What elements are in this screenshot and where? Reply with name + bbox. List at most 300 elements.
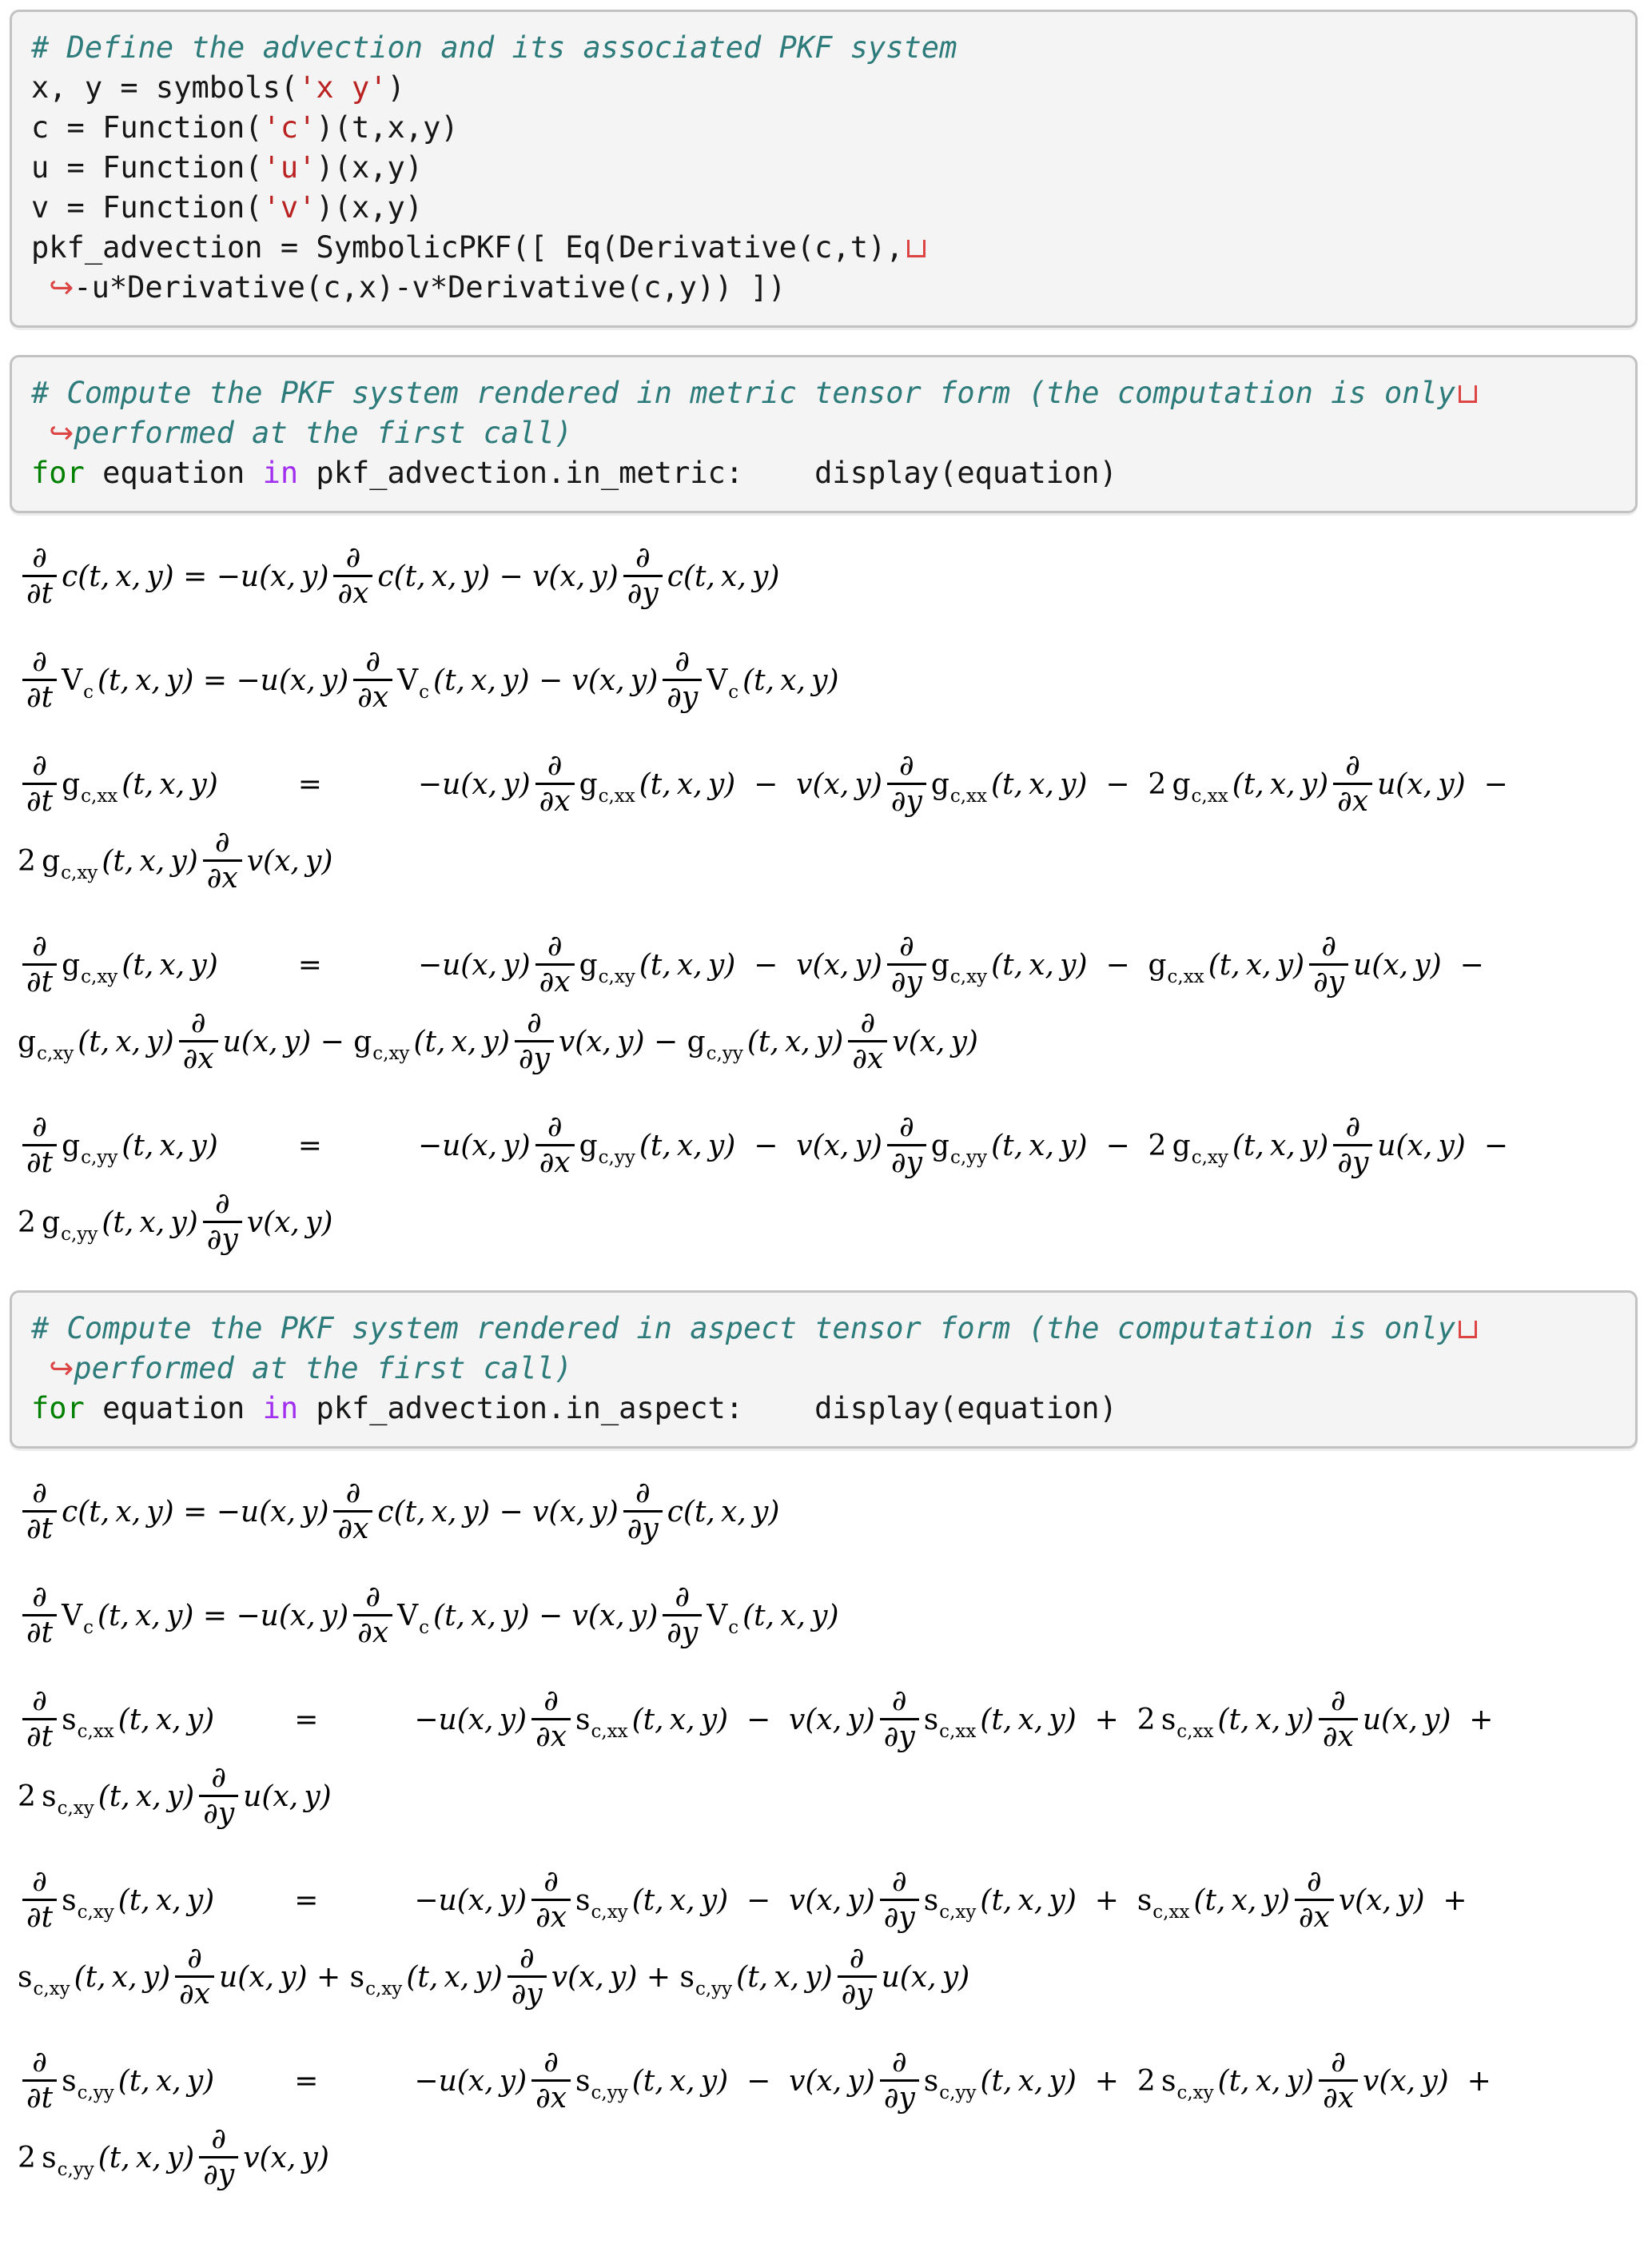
alignment-gap [214,2081,294,2082]
subscripted-symbol [18,1960,70,1999]
symbol-subscript: c,xx [81,785,118,807]
partial-derivative-fraction [22,1582,57,1649]
math-text: (t, x, y) [631,1883,729,1917]
subscripted-symbol [18,1025,74,1064]
subscripted-symbol [42,1206,98,1245]
partial-derivative-fraction [22,1867,57,1934]
partial-derivative-fraction [179,1008,218,1075]
symbol-subscript: c,yy [695,1978,733,1999]
partial-derivative-fraction [535,1112,575,1179]
math-text: (t, x, y) [117,1703,215,1736]
math-text: (t, x, y) − v(x, y) [433,664,659,697]
math-text: v(x, y) [796,948,882,982]
fraction-denominator: ∂y [199,1795,238,1830]
partial-derivative-fraction [887,931,926,998]
fraction-numerator: ∂ [32,1684,47,1718]
symbol-base: g [1148,948,1167,982]
math-text: − [1465,1129,1508,1162]
math-text: − [1087,767,1148,801]
math-text: v(x, y) [789,1703,875,1736]
symbol-base: g [42,1206,61,1239]
math-text: − [735,948,797,982]
math-text: (t, x, y) = −u(x, y) [97,1599,349,1632]
code-token-pln: )(t,x,y) [316,110,459,145]
fraction-denominator: ∂y [887,963,926,998]
code-token-ow: in [262,456,299,490]
math-text: + [1448,2064,1491,2098]
equation-line [18,1186,1641,1258]
math-text: + [1076,2064,1137,2098]
math-text: u(x, y) [243,1780,332,1813]
math-text: (t, x, y) [102,1206,198,1239]
code-token-com: performed at the first call) [74,1351,573,1385]
math-text: u(x, y) + [219,1960,350,1994]
fraction-numerator: ∂ [543,1684,559,1718]
space-marker-icon [907,240,926,257]
code-token-pln [31,270,49,305]
math-text: (t, x, y) [980,2064,1077,2098]
fraction-denominator: ∂y [880,2079,919,2115]
math-text: (t, x, y) [991,948,1088,982]
equation [18,644,1641,716]
partial-derivative-fraction [203,1189,242,1256]
partial-derivative-fraction [508,1943,547,2011]
fraction-denominator: ∂x [848,1040,887,1075]
code-token-pln: -u*Derivative(c,x)-v*Derivative(c,y)) ]) [74,270,786,305]
fraction-numerator: ∂ [635,541,651,575]
symbol-base: V [707,664,728,697]
math-text: c(t, x, y) − v(x, y) [377,560,619,593]
subscripted-symbol [353,1025,410,1064]
subscripted-symbol [1136,1883,1190,1923]
code-token-pln: ) [387,70,405,105]
fraction-numerator: ∂ [899,1110,914,1144]
subscripted-symbol [687,1025,743,1064]
math-text: (t, x, y) [121,948,218,982]
partial-derivative-fraction [1319,2047,1358,2115]
fraction-numerator: ∂ [1331,2046,1346,2079]
equation-line [18,929,1641,1001]
math-text: (t, x, y) [742,1599,839,1632]
partial-derivative-fraction [880,1867,919,1934]
code-line [31,148,1616,188]
fraction-denominator: ∂x [1319,1718,1358,1753]
fraction-denominator: ∂y [880,1718,919,1753]
notebook-page [10,10,1641,2194]
symbol-subscript: c,xx [1191,785,1228,807]
partial-derivative-fraction [663,1582,702,1649]
math-text: u(x, y) − [222,1025,354,1058]
partial-derivative-fraction [22,543,57,610]
symbol-subscript: c,xx [598,785,635,807]
equation [18,540,1641,612]
equation [18,1684,1641,1832]
subscripted-symbol [575,2064,628,2103]
math-text: = [294,1703,319,1736]
symbol-base: s [679,1960,695,1994]
fraction-numerator: ∂ [543,2046,559,2079]
symbol-base: s [349,1960,365,1994]
symbol-subscript: c,xy [365,1978,403,1999]
symbol-base: s [18,1960,33,1994]
subscripted-symbol [579,1129,635,1168]
alignment-gap [322,784,418,785]
symbol-base: g [930,948,949,982]
math-text: − [728,1703,790,1736]
math-text: (t, x, y) [991,767,1088,801]
symbol-subscript: c,xx [949,785,987,807]
subscripted-symbol [42,2141,94,2180]
subscripted-symbol [923,1703,977,1742]
math-text: (t, x, y) [121,767,218,801]
code-line [31,268,1616,308]
partial-derivative-fraction [880,1686,919,1753]
math-text: v(x, y) − [558,1025,687,1058]
math-text: + [1076,1703,1137,1736]
math-text: (t, x, y) [117,1883,215,1917]
symbol-base: g [62,948,81,982]
subscripted-symbol [1172,1129,1228,1168]
partial-derivative-fraction [663,647,702,714]
subscripted-symbol [930,948,988,987]
math-text: − [735,1129,797,1162]
symbol-subscript: c,xx [1167,966,1204,987]
subscripted-symbol [575,1883,628,1923]
math-text: −u(x, y) [417,767,531,801]
subscripted-symbol [575,1703,628,1742]
math-text: (t, x, y) [1208,948,1305,982]
math-text: (t, x, y) [406,1960,503,1994]
subscripted-symbol [349,1960,403,1999]
code-token-pln: )(x,y) [316,190,424,225]
space-marker-icon [1459,385,1477,403]
code-line [31,108,1616,148]
code-line [31,1389,1616,1429]
math-roman-text: 2 [18,1206,42,1239]
symbol-subscript: c,xy [61,862,98,883]
wrap-arrow-icon: ↪ [49,1351,74,1385]
code-line [31,188,1616,228]
fraction-numerator: ∂ [1321,930,1336,963]
alignment-gap [322,965,418,966]
subscripted-symbol [62,664,94,703]
code-token-pln: pkf_advection.in_metric: display(equation) [298,456,1117,490]
partial-derivative-fraction [22,1112,57,1179]
subscripted-symbol [42,1780,94,1819]
fraction-numerator: ∂ [187,1942,202,1975]
fraction-denominator: ∂y [203,1221,242,1256]
symbol-base: s [575,2064,591,2098]
symbol-base: s [1136,1883,1152,1917]
fraction-denominator: ∂x [531,1899,571,1934]
partial-derivative-fraction [1309,931,1348,998]
partial-derivative-fraction [531,1867,571,1934]
math-text: = [297,948,322,982]
metric-equations [18,540,1641,1258]
math-text: v(x, y) [1338,1883,1425,1917]
equation-line [18,2045,1641,2117]
aspect-equations [18,1476,1641,2194]
fraction-numerator: ∂ [849,1942,865,1975]
math-text: (t, x, y) [121,1129,218,1162]
symbol-subscript: c,xy [598,966,635,987]
math-roman-text: 2 [18,1780,42,1813]
subscripted-symbol [579,948,635,987]
space-marker-icon [1459,1321,1477,1338]
code-line [31,413,1616,453]
wrap-arrow-icon: ↪ [49,416,74,450]
fraction-denominator: ∂t [22,783,57,818]
partial-derivative-fraction [203,827,242,895]
fraction-denominator: ∂y [663,679,702,714]
alignment-gap [218,965,298,966]
symbol-subscript: c [83,681,94,703]
math-text: u(x, y) [1377,767,1466,801]
code-token-str: 'u' [262,150,316,185]
fraction-denominator: ∂y [1309,963,1348,998]
code-token-str: 'x y' [298,70,388,105]
equation [18,1110,1641,1258]
code-line [31,68,1616,108]
symbol-subscript: c,yy [591,2082,628,2103]
symbol-subscript: c,xx [77,1720,114,1742]
math-text: v(x, y) [246,1206,333,1239]
math-text: (t, x, y) [1232,767,1329,801]
math-text: (t, x, y) − v(x, y) [433,1599,659,1632]
fraction-denominator: ∂x [1333,783,1372,818]
fraction-numerator: ∂ [547,749,563,783]
partial-derivative-fraction [1295,1867,1334,1934]
partial-derivative-fraction [887,751,926,818]
symbol-subscript: c,xy [939,1901,977,1923]
symbol-base: g [353,1025,372,1058]
math-text: − [1087,948,1148,982]
symbol-subscript: c [728,681,739,703]
code-line [31,373,1616,413]
code-line [31,1349,1616,1389]
math-text: v(x, y) [796,1129,882,1162]
symbol-base: g [42,844,61,878]
partial-derivative-fraction [333,543,372,610]
code-token-str: 'c' [262,110,316,145]
equation [18,2045,1641,2194]
symbol-base: s [42,2141,57,2174]
fraction-numerator: ∂ [32,1580,47,1614]
symbol-base: g [687,1025,706,1058]
wrap-arrow-icon: ↪ [49,270,74,305]
fraction-numerator: ∂ [32,645,47,679]
partial-derivative-fraction [353,647,392,714]
math-text: + [1424,1883,1467,1917]
partial-derivative-fraction [22,2047,57,2115]
fraction-denominator: ∂y [880,1899,919,1934]
symbol-base: s [575,1703,591,1736]
math-text: (t, x, y) [1217,2064,1315,2098]
equation [18,1476,1641,1548]
symbol-base: V [62,1599,83,1632]
fraction-numerator: ∂ [860,1006,876,1040]
symbol-base: V [62,664,83,697]
symbol-subscript: c,xx [1176,1720,1214,1742]
fraction-denominator: ∂x [531,1718,571,1753]
math-text: v(x, y) [243,2141,329,2174]
fraction-numerator: ∂ [365,645,380,679]
fraction-denominator: ∂x [353,679,392,714]
symbol-base: s [62,2064,77,2098]
partial-derivative-fraction [1319,1686,1358,1753]
fraction-numerator: ∂ [190,1006,206,1040]
subscripted-symbol [62,767,118,807]
partial-derivative-fraction [515,1008,554,1075]
fraction-denominator: ∂x [333,1510,372,1545]
math-text: (t, x, y) [1217,1703,1314,1736]
code-token-pln: equation [84,1391,263,1425]
equation [18,1864,1641,2013]
fraction-denominator: ∂t [22,2079,57,2115]
subscripted-symbol [930,767,987,807]
partial-derivative-fraction [199,1763,238,1830]
subscripted-symbol [62,1129,118,1168]
fraction-denominator: ∂y [515,1040,554,1075]
code-token-pln: equation [84,456,263,490]
math-text: − [735,767,797,801]
equation-line [18,1864,1641,1936]
code-token-pln: pkf_advection.in_aspect: display(equation) [298,1391,1117,1425]
code-token-pln [31,416,49,450]
symbol-subscript: c,yy [598,1146,635,1168]
code-token-str: 'v' [262,190,316,225]
partial-derivative-fraction [1333,1112,1372,1179]
math-text: −u(x, y) [417,1129,531,1162]
fraction-numerator: ∂ [527,1006,542,1040]
math-text: − [1087,1129,1148,1162]
code-cell-compute-metric [10,355,1638,513]
fraction-denominator: ∂t [22,1718,57,1753]
fraction-numerator: ∂ [211,2122,227,2156]
symbol-subscript: c,yy [61,1223,98,1245]
subscripted-symbol [42,844,98,883]
math-text: (t, x, y) [98,2141,195,2174]
fraction-denominator: ∂x [531,2079,571,2115]
subscripted-symbol [62,1883,114,1923]
math-text: (t, x, y) [102,844,198,878]
fraction-denominator: ∂x [1295,1899,1334,1934]
subscripted-symbol [1160,1703,1214,1742]
fraction-numerator: ∂ [32,1477,47,1510]
math-text: − [728,2064,790,2098]
math-text: (t, x, y) [98,1780,195,1813]
fraction-denominator: ∂x [535,783,575,818]
fraction-numerator: ∂ [547,1110,563,1144]
fraction-numerator: ∂ [1331,1684,1346,1718]
equation [18,748,1641,897]
fraction-numerator: ∂ [675,645,691,679]
partial-derivative-fraction [353,1582,392,1649]
symbol-base: g [930,1129,949,1162]
fraction-numerator: ∂ [32,541,47,575]
symbol-subscript: c,xy [372,1042,410,1064]
symbol-subscript: c,yy [81,1146,118,1168]
symbol-base: V [707,1599,728,1632]
math-text: (t, x, y) [413,1025,510,1058]
equation [18,929,1641,1078]
symbol-subscript: c [83,1616,94,1638]
subscripted-symbol [62,1703,114,1742]
subscripted-symbol [397,664,430,703]
fraction-numerator: ∂ [32,1110,47,1144]
subscripted-symbol [1160,2064,1214,2103]
symbol-base: s [1160,1703,1176,1736]
fraction-denominator: ∂x [535,1144,575,1179]
symbol-base: s [62,1703,77,1736]
fraction-numerator: ∂ [32,2046,47,2079]
fraction-numerator: ∂ [635,1477,651,1510]
equation-line [18,1110,1641,1182]
subscripted-symbol [707,664,739,703]
symbol-subscript: c,xy [81,966,118,987]
code-token-com: # Compute the PKF system rendered in metric tensor form (the computation is only [31,376,1456,410]
symbol-base: s [42,1780,57,1813]
fraction-numerator: ∂ [1345,749,1360,783]
fraction-denominator: ∂y [838,1975,877,2011]
math-text: − [728,1883,790,1917]
math-text: − [1465,767,1508,801]
math-text: (t, x, y) [639,767,736,801]
subscripted-symbol [679,1960,733,1999]
math-text: c(t, x, y) − v(x, y) [377,1495,619,1529]
equation-line [18,1476,1641,1548]
fraction-numerator: ∂ [32,749,47,783]
symbol-subscript: c,xy [1176,2082,1214,2103]
code-token-com: # Compute the PKF system rendered in aspect tensor form (the computation is only [31,1311,1456,1345]
math-text: (t, x, y) = −u(x, y) [97,664,349,697]
partial-derivative-fraction [531,2047,571,2115]
symbol-base: s [923,1703,939,1736]
subscripted-symbol [397,1599,430,1638]
fraction-numerator: ∂ [891,2046,907,2079]
symbol-base: g [62,767,81,801]
code-token-com: # Define the advection and its associated PKF system [31,30,957,65]
partial-derivative-fraction [623,1478,663,1545]
fraction-numerator: ∂ [899,930,914,963]
math-text: v(x, y) [789,1883,875,1917]
symbol-base: s [62,1883,77,1917]
partial-derivative-fraction [333,1478,372,1545]
code-cell-define-advection [10,10,1638,328]
code-line [31,1309,1616,1349]
symbol-subscript: c [728,1616,739,1638]
code-token-kw: for [31,1391,85,1425]
fraction-numerator: ∂ [1307,1865,1322,1899]
math-roman-text: 2 [1136,2064,1161,2098]
math-text: + [1076,1883,1137,1917]
math-text: v(x, y) [1363,2064,1449,2098]
math-text: −u(x, y) [414,1703,527,1736]
code-token-com: performed at the first call) [74,416,573,450]
fraction-numerator: ∂ [891,1865,907,1899]
math-text: (t, x, y) [1193,1883,1290,1917]
fraction-numerator: ∂ [32,930,47,963]
math-text: = [297,1129,322,1162]
partial-derivative-fraction [880,2047,919,2115]
math-text: −u(x, y) [414,1883,527,1917]
symbol-subscript: c [419,1616,430,1638]
symbol-subscript: c,xy [37,1042,74,1064]
alignment-gap [318,1900,414,1901]
partial-derivative-fraction [22,647,57,714]
math-text: (t, x, y) [78,1025,174,1058]
fraction-denominator: ∂y [663,1614,702,1649]
